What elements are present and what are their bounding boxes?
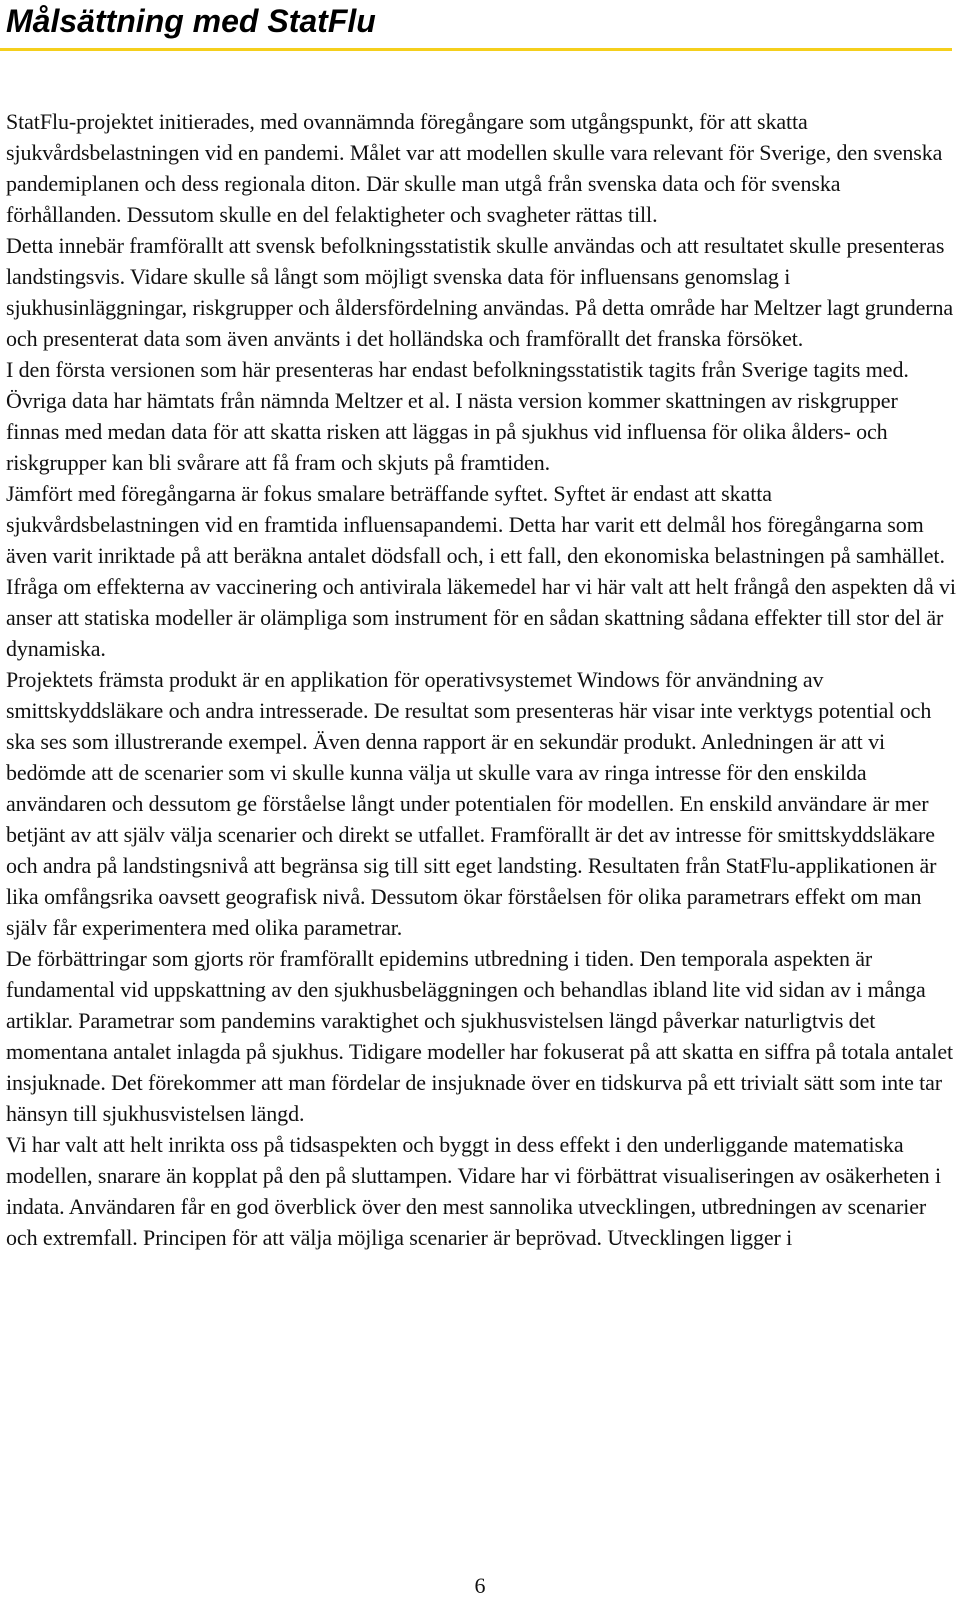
paragraph: I den första versionen som här presenteras har endast befolkningsstatistik tagits från Sverige tagits med. Övriga data har hämtats från nämnda Meltzer et al. I nästa version kommer skattningen av riskgrupper finnas med medan data för att skatta risken att läggas in på sjukhus vid influensa för olika ålders- och riskgrupper kan bli svårare att få fram och skjuts på framtiden. — [6, 357, 909, 475]
paragraph: Jämfört med föregångarna är fokus smalare beträffande syftet. Syftet är endast att skatta sjukvårdsbelastningen vid en framtida influensapandemi. Detta har varit ett delmål hos föregångarna som även varit inriktade på att beräkna antalet dödsfall och, i ett fall, den ekonomiska belastningen på samhället. Ifråga om effekterna av vaccinering och antivirala läkemedel har vi här valt att helt frångå den aspekten då vi anser att statiska modeller är olämpliga som instrument för en sådan skattning sådana effekter till stor del är dynamiska. — [6, 481, 956, 661]
paragraph: StatFlu-projektet initierades, med ovannämnda föregångare som utgångspunkt, för att skatta sjukvårdsbelastningen vid en pandemi. Målet var att modellen skulle vara relevant för Sverige, den svenska pandemiplanen och dess regionala diton. Där skulle man utgå från svenska data och för svenska förhållanden. Dessutom skulle en del felaktigheter och svagheter rättas till. — [6, 109, 943, 227]
paragraph: Detta innebär framförallt att svensk befolkningsstatistik skulle användas och att resultatet skulle presenteras landstingsvis. Vidare skulle så långt som möjligt svenska data för influensans genomslag i sjukhusinläggningar, riskgrupper och åldersfördelning användas. På detta område har Meltzer lagt grunderna och presenterat data som även använts i det holländska och framförallt det franska försöket. — [6, 233, 954, 351]
page-number: 6 — [474, 1573, 486, 1598]
paragraph: De förbättringar som gjorts rör framförallt epidemins utbredning i tiden. Den temporala aspekten är fundamental vid uppskattning av den sjukhusbeläggningen och behandlas ibland lite vid sidan av i många artiklar. Parametrar som pandemins varaktighet och sjukhusvistelsen längd påverkar naturligtvis det momentana antalet inlagda på sjukhus. Tidigare modeller har fokuserat på att skatta en siffra på totala antalet insjuknade. Det förekommer att man fördelar de insjuknade över en tidskurva på ett trivialt sätt som inte tar hänsyn till sjukhusvistelsen längd. — [6, 946, 954, 1126]
document-body — [6, 106, 956, 1253]
page-title: Målsättning med StatFlu — [0, 0, 952, 51]
paragraph: Vi har valt att helt inrikta oss på tidsaspekten och byggt in dess effekt i den underliggande matematiska modellen, snarare än kopplat på den på sluttampen. Vidare har vi förbättrat visualiseringen av osäkerheten i indata. Användaren får en god överblick över den mest sannolika utvecklingen, utbredningen av scenarier och extremfall. Principen för att välja möjliga scenarier är beprövad. Utvecklingen ligger i — [6, 1132, 941, 1250]
paragraph: Projektets främsta produkt är en applikation för operativsystemet Windows för användning av smittskyddsläkare och andra intresserade. De resultat som presenteras här visar inte verktygs potential och ska ses som illustrerande exempel. Även denna rapport är en sekundär produkt. Anledningen är att vi bedömde att de scenarier som vi skulle kunna välja ut skulle vara av ringa intresse för den enskilda användaren och dessutom ge förståelse långt under potentialen för modellen. En enskild användare är mer betjänt av att själv välja scenarier och direkt se utfallet. Framförallt är det av intresse för smittskyddsläkare och andra på landstingsnivå att begränsa sig till sitt eget landsting. Resultaten från StatFlu-applikationen är lika omfångsrika oavsett geografisk nivå. Dessutom ökar förståelsen för olika parametrars effekt om man själv får experimentera med olika parametrar. — [6, 667, 937, 940]
